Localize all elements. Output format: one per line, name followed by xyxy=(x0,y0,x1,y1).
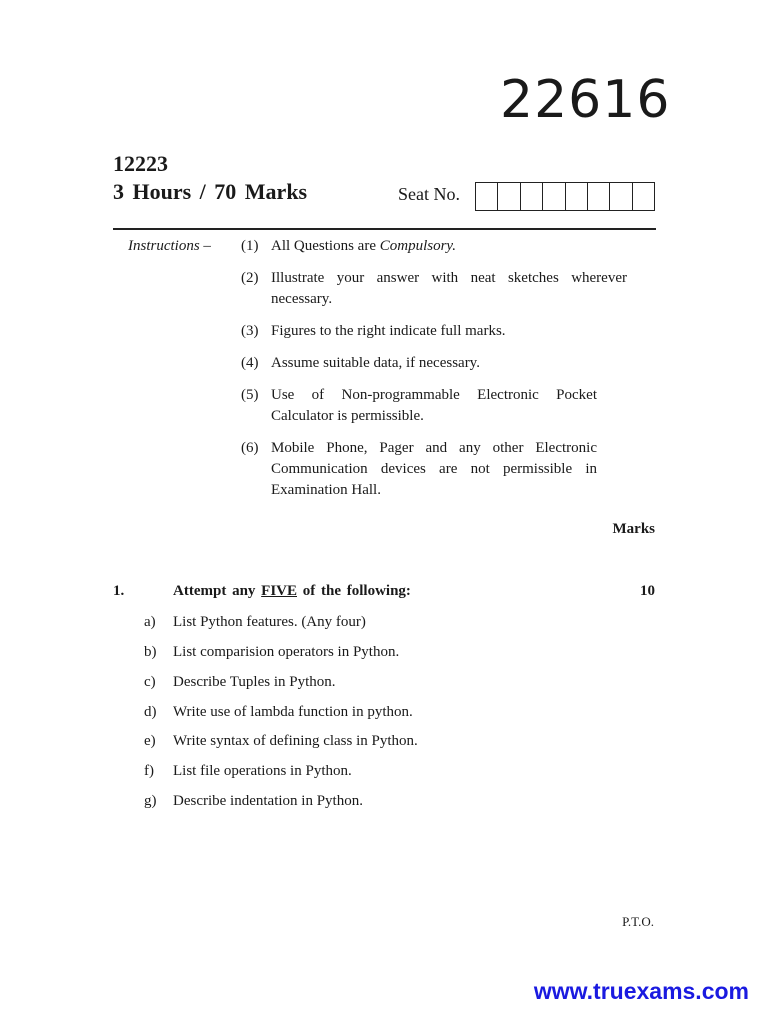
seat-box xyxy=(565,183,587,210)
instruction-number: (1) xyxy=(241,238,259,254)
instruction-number: (3) xyxy=(241,323,259,339)
seat-box xyxy=(542,183,564,210)
seat-box xyxy=(632,183,654,210)
instruction-text: Illustrate your answer with neat sketches wherever necessary. xyxy=(271,270,627,307)
website-watermark: www.truexams.com xyxy=(533,978,749,1004)
sub-question xyxy=(144,703,413,721)
sub-question-label: c) xyxy=(144,674,156,690)
sub-question-label: f) xyxy=(144,763,154,779)
instructions-label: Instructions – xyxy=(128,238,211,254)
instruction-text: Assume suitable data, if necessary. xyxy=(271,355,480,371)
sub-question-text: List Python features. (Any four) xyxy=(173,614,366,630)
sub-question-label: a) xyxy=(144,614,156,630)
paper-code: 22616 xyxy=(500,70,671,130)
sub-question xyxy=(144,762,352,780)
instruction-text: All Questions are xyxy=(271,238,380,254)
question-emphasis: FIVE xyxy=(261,583,297,599)
seat-box xyxy=(497,183,519,210)
sub-question-text: Describe indentation in Python. xyxy=(173,793,363,809)
instruction-number: (6) xyxy=(241,440,259,456)
instruction-number: (5) xyxy=(241,387,259,403)
header-divider xyxy=(113,228,656,230)
sub-question-text: Write syntax of defining class in Python. xyxy=(173,733,418,749)
sub-question-label: d) xyxy=(144,704,157,720)
instruction-text: Use of Non-programmable Electronic Pocket Calculator is permissible. xyxy=(271,387,597,424)
question-text-end: of the following: xyxy=(297,583,411,599)
sub-question-text: Write use of lambda function in python. xyxy=(173,704,413,720)
seat-box xyxy=(609,183,631,210)
sub-question-label: g) xyxy=(144,793,157,809)
sub-question xyxy=(144,792,363,810)
sub-question-label: b) xyxy=(144,644,157,660)
sub-question xyxy=(144,673,336,691)
seat-box xyxy=(587,183,609,210)
sub-question-label: e) xyxy=(144,733,156,749)
sub-question-text: List file operations in Python. xyxy=(173,763,352,779)
instruction-emphasis: Compulsory. xyxy=(379,238,456,254)
exam-code: 12223 xyxy=(113,151,168,176)
page-turn-note: P.T.O. xyxy=(622,914,654,929)
seat-box xyxy=(520,183,542,210)
sub-question-text: Describe Tuples in Python. xyxy=(173,674,336,690)
sub-question xyxy=(144,613,366,631)
instruction-item xyxy=(241,321,627,342)
instruction-text: Mobile Phone, Pager and any other Electronic Communication devices are not permissible in Examination Hall. xyxy=(271,440,597,498)
seat-number-label: Seat No. xyxy=(398,184,460,204)
seat-box xyxy=(476,183,497,210)
instruction-text: Figures to the right indicate full marks. xyxy=(271,323,506,339)
sub-question-text: List comparision operators in Python. xyxy=(173,644,400,660)
instruction-item xyxy=(241,268,627,310)
instruction-number: (2) xyxy=(241,270,259,286)
instruction-item xyxy=(241,236,627,257)
instruction-item xyxy=(241,438,597,501)
duration-marks: 3 Hours / 70 Marks xyxy=(113,179,308,204)
question-text xyxy=(173,583,411,600)
sub-question xyxy=(144,643,399,661)
question-number: 1. xyxy=(113,583,125,599)
question-text-start: Attempt any xyxy=(173,583,262,599)
instruction-number: (4) xyxy=(241,355,259,371)
instruction-item xyxy=(241,353,627,374)
sub-question xyxy=(144,732,418,750)
question-marks: 10 xyxy=(640,583,655,599)
instruction-item xyxy=(241,385,597,427)
seat-number-boxes xyxy=(475,182,655,211)
marks-column-heading: Marks xyxy=(612,521,655,537)
